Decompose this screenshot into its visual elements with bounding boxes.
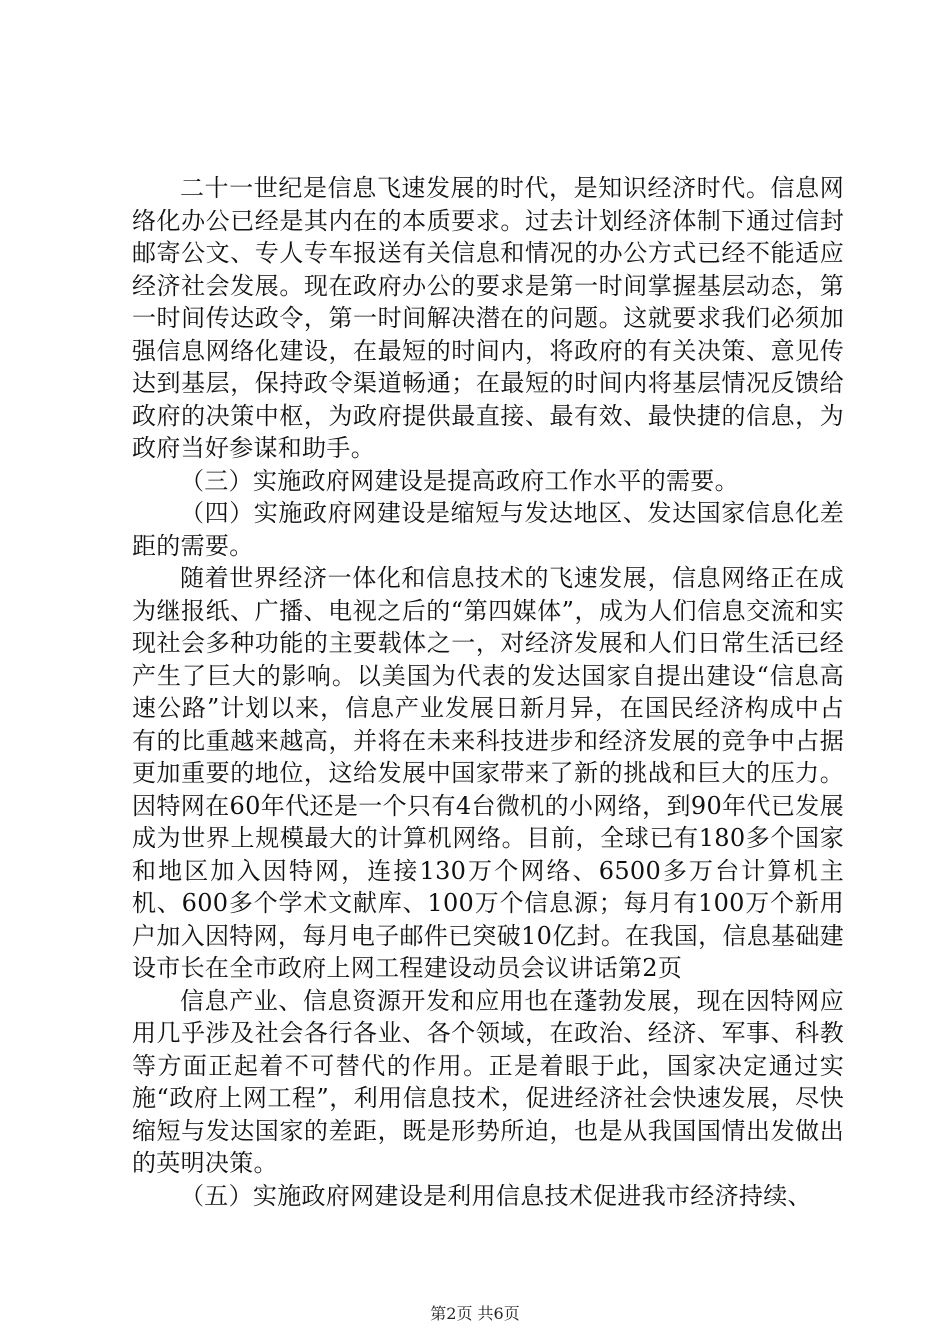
paragraph-1: 二十一世纪是信息飞速发展的时代，是知识经济时代。信息网络化办公已经是其内在的本质要求。过去计划经济体制下通过信封邮寄公文、专人专车报送有关信息和情况的办公方式已经不能适应经济社会发展。现在政府办公的要求是第一时间掌握基层动态，第一时间传达政令，第一时间解决潜在的问题。这就要求我们必须加强信息网络化建设，在最短的时间内，将政府的有关决策、意见传达到基层，保持政令渠道畅通；在最短的时间内将基层情况反馈给政府的决策中枢，为政府提供最直接、最有效、最快捷的信息，为政府当好参谋和助手。 xyxy=(132,174,844,462)
paragraph-4: 随着世界经济一体化和信息技术的飞速发展，信息网络正在成为继报纸、广播、电视之后的“第四媒体”，成为人们信息交流和实现社会多种功能的主要载体之一，对经济发展和人们日常生活已经产生了巨大的影响。以美国为代表的发达国家自提出建设“信息高速公路”计划以来，信息产业发展日新月异，在国民经济构成中占有的比重越来越高，并将在未来科技进步和经济发展的竞争中占据更加重要的地位，这给发展中国家带来了新的挑战和巨大的压力。因特网在60年代还是一个只有4台微机的小网络，到90年代已发展成为世界上规模最大的计算机网络。目前，全球已有180多个国家和地区加入因特网，连接130万个网络、6500多万台计算机主机、600多个学术文献库、100万个信息源；每月有100万个新用户加入因特网，每月电子邮件已突破10亿封。在我国，信息基础建设市长在全市政府上网工程建设动员会议讲话第2页 xyxy=(132,564,844,982)
page-footer: 第2页 共6页 xyxy=(430,1304,520,1323)
paragraph-3: （四）实施政府网建设是缩短与发达地区、发达国家信息化差距的需要。 xyxy=(132,499,844,560)
paragraph-2: （三）实施政府网建设是提高政府工作水平的需要。 xyxy=(180,466,739,495)
paragraph-5: 信息产业、信息资源开发和应用也在蓬勃发展，现在因特网应用几乎涉及社会各行各业、各个领域，在政治、经济、军事、科教等方面正起着不可替代的作用。正是着眼于此，国家决定通过实施“政府上网工程”，利用信息技术，促进经济社会快速发展，尽快缩短与发达国家的差距，既是形势所迫，也是从我国国情出发做出的英明决策。 xyxy=(132,986,844,1177)
body-text xyxy=(132,172,844,1212)
paragraph-6: （五）实施政府网建设是利用信息技术促进我市经济持续、 xyxy=(180,1181,812,1210)
